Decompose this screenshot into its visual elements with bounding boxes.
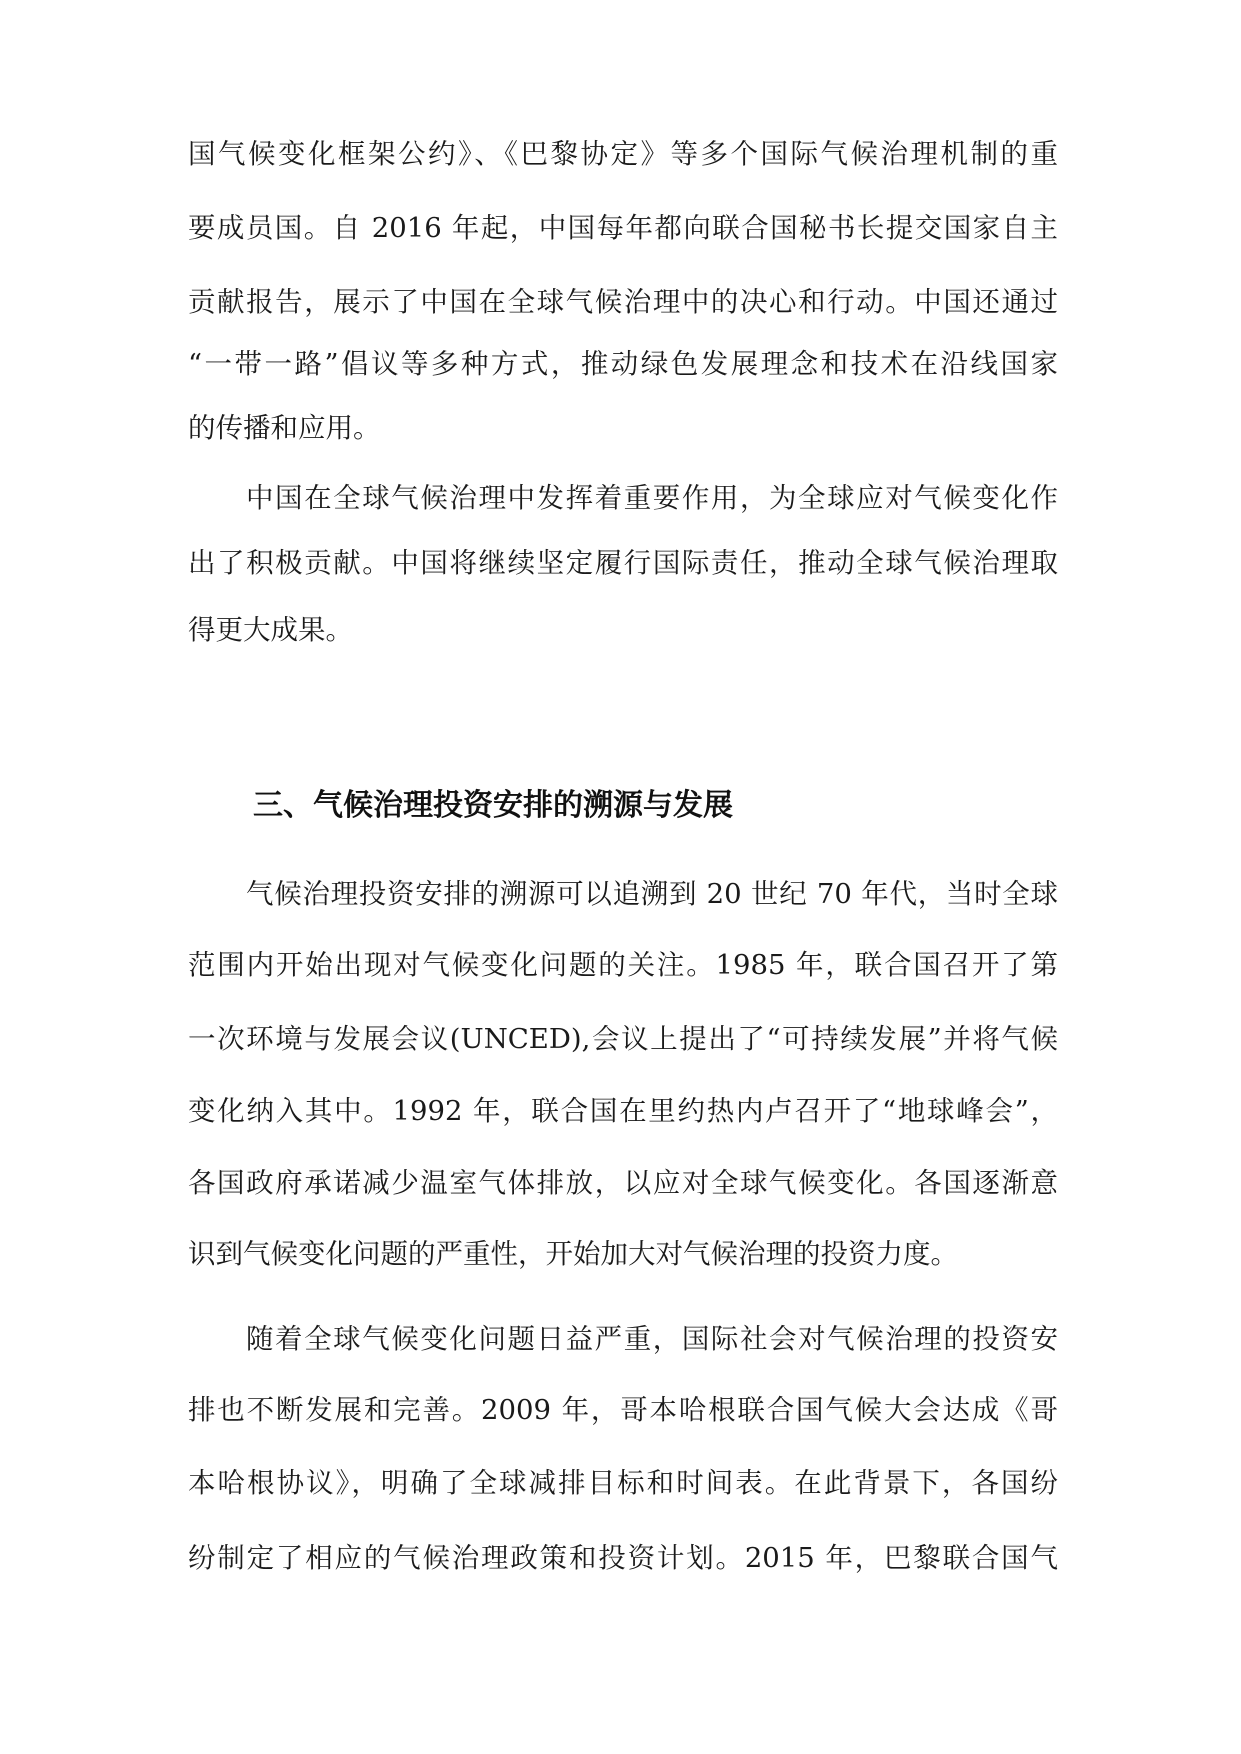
text-line: 的传播和应用。 [188, 412, 381, 444]
text-line: 范围内开始出现对气候变化问题的关注。1985 年，联合国召开了第 [188, 949, 1058, 981]
text-line: 贡献报告，展示了中国在全球气候治理中的决心和行动。中国还通过 [188, 286, 1058, 318]
text-line: 随着全球气候变化问题日益严重，国际社会对气候治理的投资安 [246, 1323, 1058, 1355]
text-line: 各国政府承诺减少温室气体排放，以应对全球气候变化。各国逐渐意 [188, 1167, 1058, 1199]
text-line: 变化纳入其中。1992 年，联合国在里约热内卢召开了“地球峰会”， [188, 1095, 1058, 1127]
text-line: 气候治理投资安排的溯源可以追溯到 20 世纪 70 年代，当时全球 [246, 878, 1058, 910]
text-line: 纷制定了相应的气候治理政策和投资计划。2015 年，巴黎联合国气 [188, 1542, 1058, 1574]
text-line: 得更大成果。 [188, 614, 353, 646]
text-line: 排也不断发展和完善。2009 年，哥本哈根联合国气候大会达成《哥 [188, 1394, 1058, 1426]
text-line: 本哈根协议》，明确了全球减排目标和时间表。在此背景下，各国纷 [188, 1467, 1058, 1499]
text-line: 一次环境与发展会议(UNCED),会议上提出了“可持续发展”并将气候 [188, 1023, 1058, 1055]
text-line: 中国在全球气候治理中发挥着重要作用，为全球应对气候变化作 [246, 482, 1058, 514]
section-heading: 三、气候治理投资安排的溯源与发展 [253, 788, 733, 823]
text-line: 要成员国。自 2016 年起，中国每年都向联合国秘书长提交国家自主 [188, 212, 1058, 244]
text-line: 国气候变化框架公约》、《巴黎协定》等多个国际气候治理机制的重 [188, 138, 1058, 170]
text-line: 识到气候变化问题的严重性，开始加大对气候治理的投资力度。 [188, 1238, 958, 1270]
text-line: “一带一路”倡议等多种方式，推动绿色发展理念和技术在沿线国家 [188, 348, 1058, 380]
text-line: 出了积极贡献。中国将继续坚定履行国际责任，推动全球气候治理取 [188, 547, 1058, 579]
